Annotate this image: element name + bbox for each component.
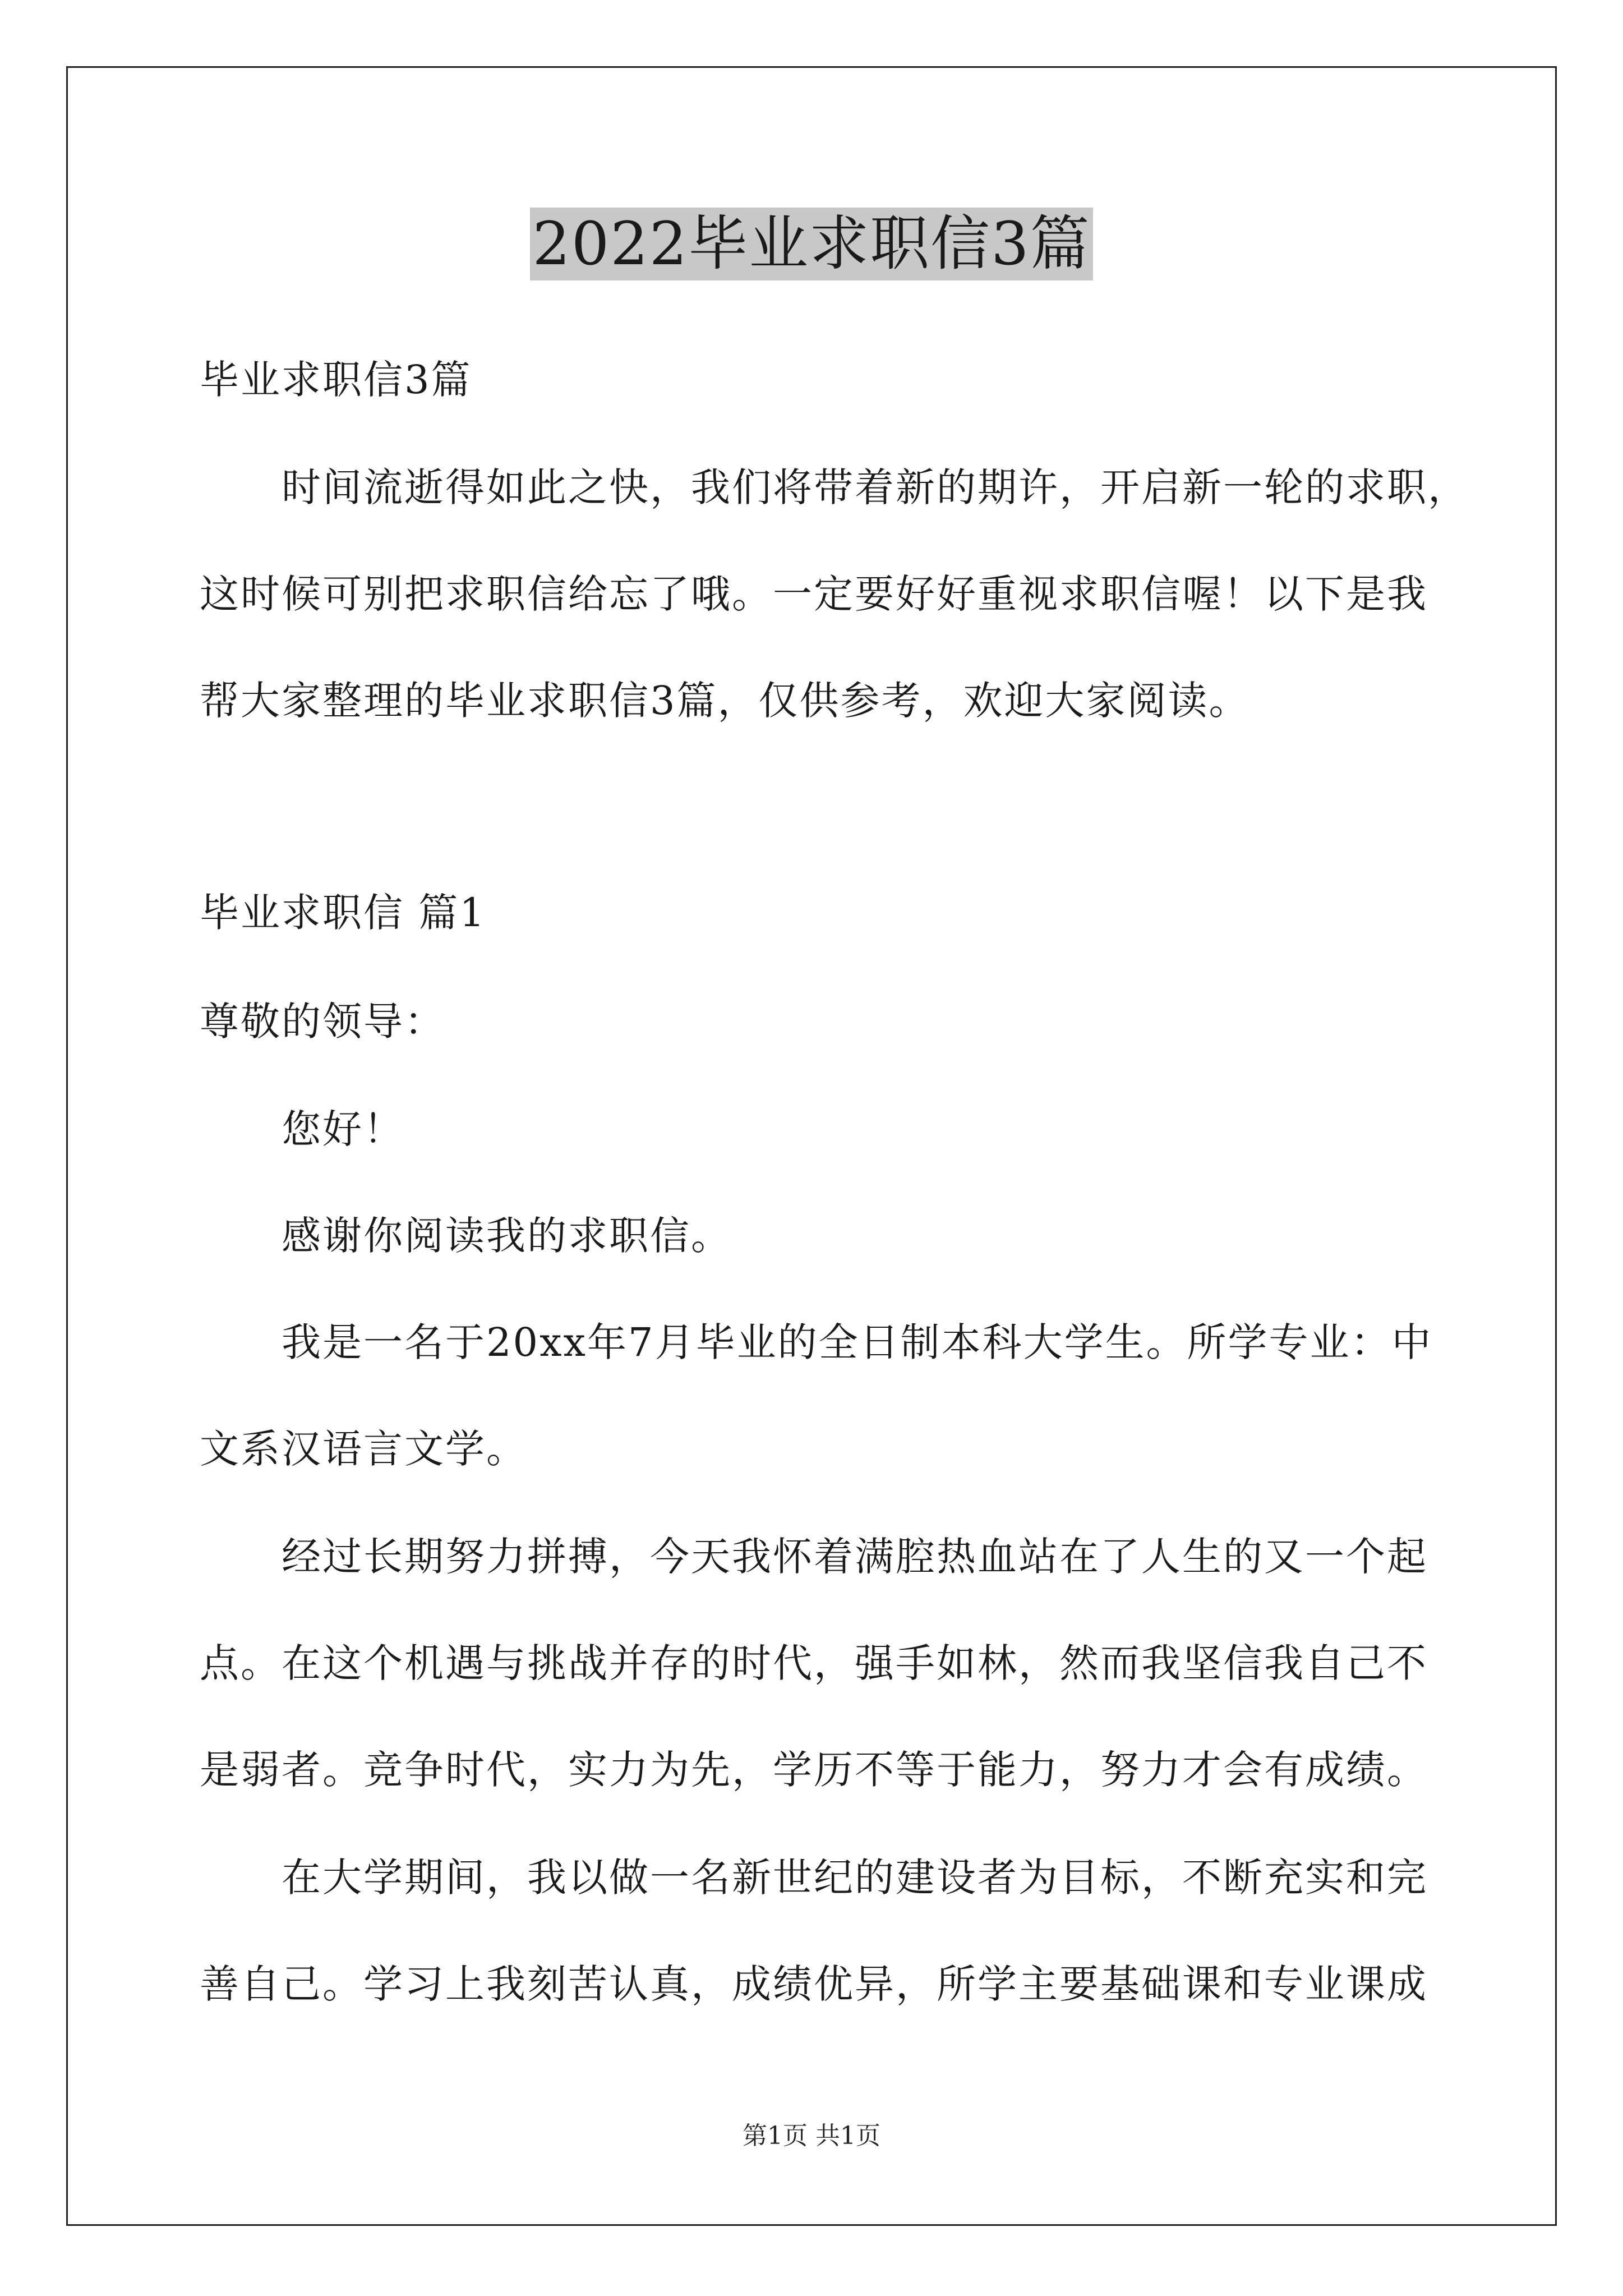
thanks-line: 感谢你阅读我的求职信。 [282,1213,732,1259]
intro-line-3: 帮大家整理的毕业求职信3篇，仅供参考，欢迎大家阅读。 [200,678,1250,724]
salutation: 尊敬的领导： [200,999,445,1045]
paragraph-line: 经过长期努力拼搏，今天我怀着满腔热血站在了人生的又一个起 [282,1534,1428,1580]
paragraph-line: 是弱者。竞争时代，实力为先，学历不等于能力，努力才会有成绩。 [200,1747,1428,1793]
intro-line-1: 时间流逝得如此之快，我们将带着新的期许，开启新一轮的求职， [282,464,1469,510]
document-title: 2022毕业求职信3篇 [530,208,1092,280]
section-heading: 毕业求职信 篇1 [200,890,486,936]
paragraph-line: 点。在这个机遇与挑战并存的时代，强手如林，然而我坚信我自己不 [200,1640,1428,1686]
title-container [0,208,1623,280]
paragraph-line: 善自己。学习上我刻苦认真，成绩优异，所学主要基础课和专业课成 [200,1961,1428,2007]
paragraph-line: 文系汉语言文学。 [200,1426,527,1472]
intro-line-2: 这时候可别把求职信给忘了哦。一定要好好重视求职信喔！以下是我 [200,571,1428,617]
paragraph-line: 在大学期间，我以做一名新世纪的建设者为目标，不断充实和完 [282,1855,1428,1901]
greeting: 您好！ [282,1106,404,1152]
page-footer: 第1页 共1页 [743,2122,880,2150]
subtitle-line: 毕业求职信3篇 [200,357,472,403]
paragraph-line: 我是一名于20xx年7月毕业的全日制本科大学生。所学专业：中 [282,1319,1433,1365]
